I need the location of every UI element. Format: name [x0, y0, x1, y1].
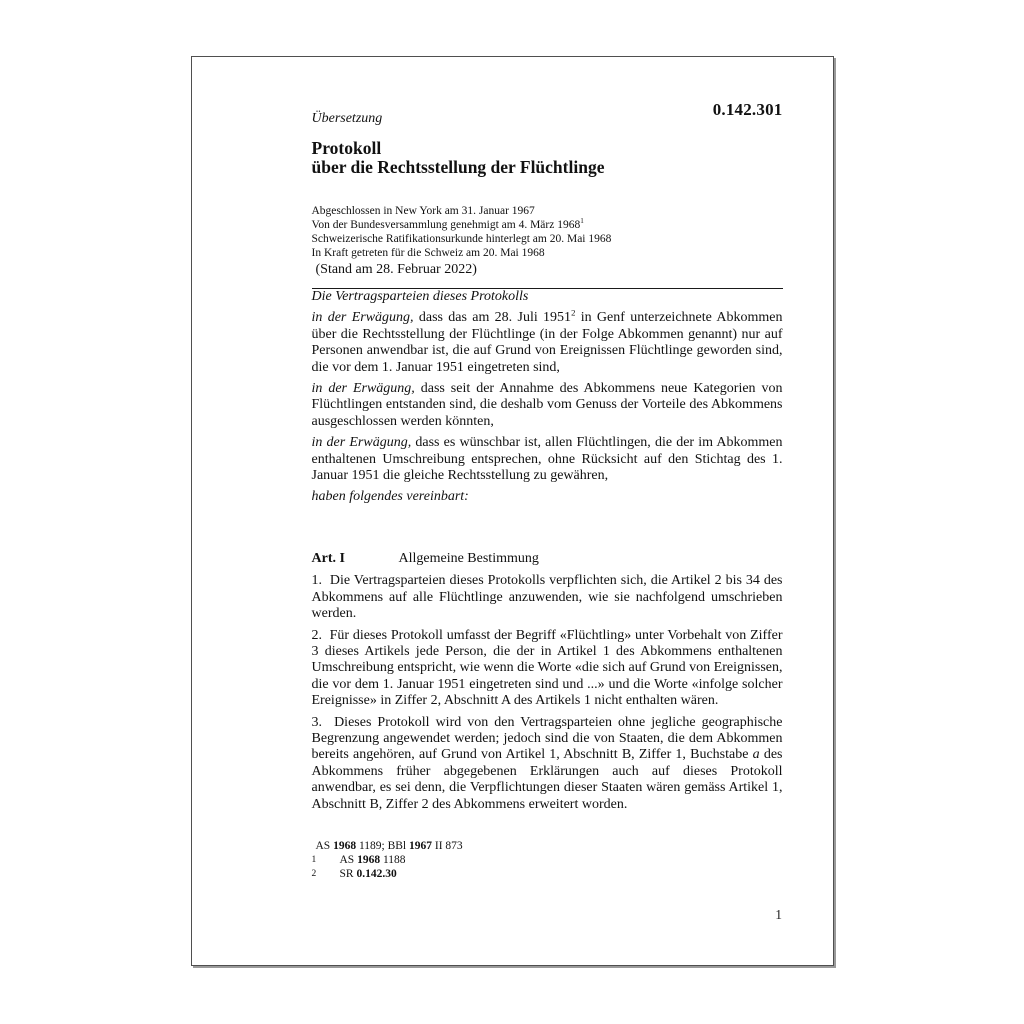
preamble-outro: haben folgendes vereinbart:	[311, 489, 469, 505]
status-date: (Stand am 28. Februar 2022)	[315, 262, 477, 277]
meta-line-concluded: Abgeschlossen in New York am 31. Januar 1967	[311, 205, 535, 217]
article-1	[312, 551, 783, 813]
footnote-ref-2: 2	[571, 307, 576, 318]
preamble-lead: in der Erwägung,	[311, 310, 414, 326]
meta-line-approved: Von der Bundesversammlung genehmigt am 4. März 1968$^1$	[311, 217, 584, 231]
article-1-label: Art. I	[311, 550, 345, 566]
article-1-paragraph-1: 1. Die Vertragsparteien dieses Protokolls verpflichten sich, die Artikel 2 bis 34 des Abkommens auf alle Flüchtlinge anzuwenden, wie sie nachfolgend umschrieben werden.	[311, 573, 783, 622]
article-1-paragraph-3: 3. Dieses Protokoll wird von den Vertragsparteien ohne jegliche geographische Begrenzung angewendet werden; jedoch sind die von Staaten, die dem Abkommen bereits angehören, auf Grund von Artikel 1, Abschnitt B, Ziffer 1, Buchstabe a des Abkommens früher abgegebenen Erklärungen auch auf dieses Protokoll anwendbar, es sei denn, die Verpflichtungen dieser Staaten wären gemäss Artikel 1, Abschnitt B, Ziffer 2 des Abkommens erweitert worden.	[311, 714, 783, 812]
footnote-2-text: SR 0.142.30	[339, 867, 397, 880]
sr-number: 0.142.301	[712, 100, 783, 119]
document-page	[191, 56, 834, 966]
article-1-heading	[312, 551, 783, 567]
preamble-paragraph-2: in der Erwägung, dass seit der Annahme des Abkommens neue Kategorien von Flüchtlingen entstanden sind, die deshalb vom Genuss der Vorteile des Abkommens ausgeschlossen werden könnten,	[311, 381, 783, 429]
preamble-intro: Die Vertragsparteien dieses Protokolls	[311, 289, 529, 304]
footnote-2	[312, 867, 783, 881]
meta-line-in-force: In Kraft getreten für die Schweiz am 20. Mai 1968	[311, 247, 545, 259]
meta-block	[312, 204, 783, 260]
document-title-line1: Protokoll	[311, 138, 382, 158]
article-1-paragraph-2: 2. Für dieses Protokoll umfasst der Begriff «Flüchtling» unter Vorbehalt von Ziffer 3 dieses Artikels jede Person, die der in Artikel 1 des Abkommens enthaltenen Umschreibung entspricht, wie wenn die Worte «die sich auf Grund von Ereignissen, die vor dem 1. Januar 1951 eingetreten sind und ...» und die Worte «infolge solcher Ereignisse» in Ziffer 2, Abschnitt A des Artikels 1 nicht enthalten wären.	[311, 627, 783, 709]
article-1-heading-text: Allgemeine Bestimmung	[398, 550, 539, 566]
source-reference-line: AS 1968 1189; BBl 1967 II 873	[315, 839, 463, 852]
footnote-ref-1: 1	[580, 217, 584, 226]
preamble-paragraph-3: in der Erwägung, dass es wünschbar ist, allen Flüchtlingen, die der im Abkommen enthaltenen Umschreibung entsprechen, ohne Rücksicht auf den Stichtag des 1. Januar 1951 die gleiche Rechtsstellung zu gewähren,	[311, 435, 783, 484]
footnote-2-marker: 2	[311, 868, 317, 879]
preamble-lead: in der Erwägung,	[311, 381, 415, 397]
preamble-lead: in der Erwägung,	[311, 435, 412, 451]
letter-a-variable: a	[752, 747, 760, 763]
footnote-1	[312, 853, 783, 867]
page-number: 1	[775, 907, 782, 922]
footnote-1-marker: 1	[311, 854, 317, 865]
page-content	[312, 57, 783, 881]
document-title-line2: über die Rechtsstellung der Flüchtlinge	[311, 157, 605, 177]
meta-line-ratified: Schweizerische Ratifikationsurkunde hinterlegt am 20. Mai 1968	[311, 233, 612, 245]
document-title	[312, 139, 783, 177]
preamble-paragraph-1: in der Erwägung, dass das am 28. Juli 1951$^2$ in Genf unterzeichnete Abkommen über die Rechtsstellung der Flüchtlinge (in der Folge Abkommen genannt) nur auf Personen anwendbar ist, die auf Grund von Ereignissen Flüchtlinge geworden sind, die vor dem 1. Januar 1951 eingetreten sind,	[311, 307, 783, 375]
page-header	[312, 102, 783, 139]
translation-label: Übersetzung	[311, 111, 383, 126]
footnotes-block	[312, 839, 783, 881]
footnote-1-text: AS 1968 1188	[339, 853, 406, 866]
